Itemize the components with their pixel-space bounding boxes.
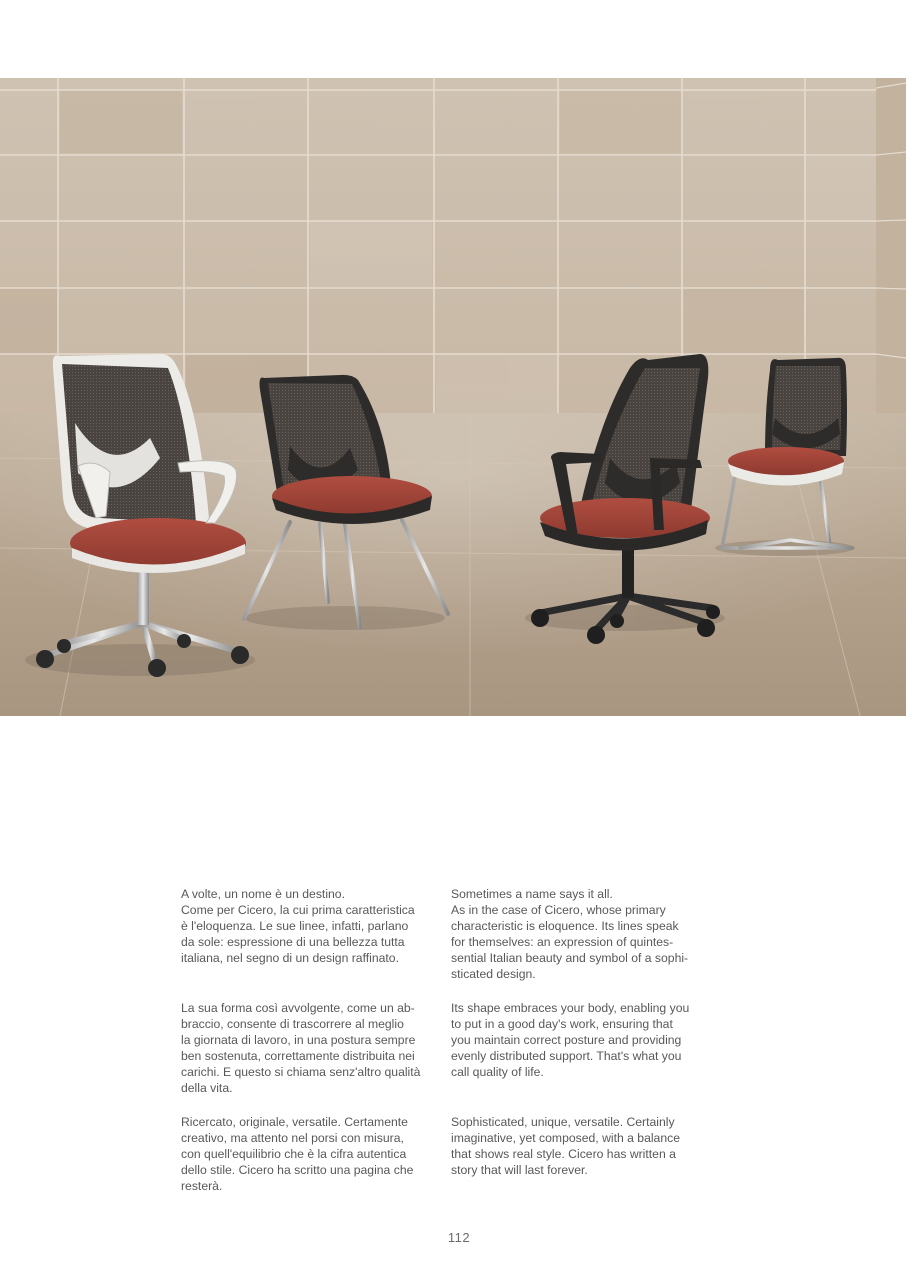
italian-text-column <box>181 886 435 1194</box>
english-text-column <box>451 886 705 1178</box>
text-line: braccio, consente di trascorrere al meglio <box>181 1017 404 1032</box>
text-line: Sometimes a name says it all. <box>451 887 613 901</box>
text-line: La sua forma così avvolgente, come un ab- <box>181 1001 415 1015</box>
text-line: della vita. <box>181 1081 233 1096</box>
text-line: As in the case of Cicero, whose primary <box>451 903 666 918</box>
text-line: A volte, un nome è un destino. <box>181 887 345 901</box>
text-line: da sole: espressione di una bellezza tutta <box>181 935 405 950</box>
text-line: imaginative, yet composed, with a balance <box>451 1131 680 1146</box>
text-line: ben sostenuta, correttamente distribuita nei <box>181 1049 415 1064</box>
page-number: 112 <box>447 1230 471 1245</box>
italian-paragraph-1 <box>181 886 435 1000</box>
italian-paragraph-3 <box>181 1114 435 1194</box>
english-paragraph-1 <box>451 886 705 1000</box>
english-paragraph-2 <box>451 1000 705 1114</box>
text-line: you maintain correct posture and providing <box>451 1033 682 1048</box>
text-line: è l'eloquenza. Le sue linee, infatti, parlano <box>181 919 409 934</box>
text-line: Ricercato, originale, versatile. Certamente <box>181 1115 408 1129</box>
text-line: call quality of life. <box>451 1065 544 1080</box>
text-line: sticated design. <box>451 967 536 982</box>
text-line: evenly distributed support. That's what you <box>451 1049 682 1064</box>
text-line: creativo, ma attento nel porsi con misura, <box>181 1131 404 1146</box>
text-line: characteristic is eloquence. Its lines speak <box>451 919 679 934</box>
english-paragraph-3 <box>451 1114 705 1178</box>
text-line: italiana, nel segno di un design raffinato. <box>181 951 399 966</box>
text-line: sential Italian beauty and symbol of a sophi- <box>451 951 689 966</box>
text-line: con quell'equilibrio che è la cifra autentica <box>181 1147 407 1162</box>
text-line: Come per Cicero, la cui prima caratteristica <box>181 903 415 918</box>
text-line: resterà. <box>181 1179 223 1194</box>
product-photo <box>0 78 906 716</box>
chairs-scene-illustration <box>0 78 906 716</box>
text-line: to put in a good day's work, ensuring that <box>451 1017 673 1032</box>
text-line: la giornata di lavoro, in una postura sempre <box>181 1033 416 1048</box>
text-line: Sophisticated, unique, versatile. Certainly <box>451 1115 675 1129</box>
text-line: carichi. E questo si chiama senz'altro qualità <box>181 1065 421 1080</box>
text-line: story that will last forever. <box>451 1163 588 1178</box>
text-line: Its shape embraces your body, enabling you <box>451 1001 690 1015</box>
italian-paragraph-2 <box>181 1000 435 1114</box>
text-line: for themselves: an expression of quintes- <box>451 935 674 950</box>
text-line: that shows real style. Cicero has written a <box>451 1147 676 1162</box>
text-line: dello stile. Cicero ha scritto una pagina che <box>181 1163 414 1178</box>
